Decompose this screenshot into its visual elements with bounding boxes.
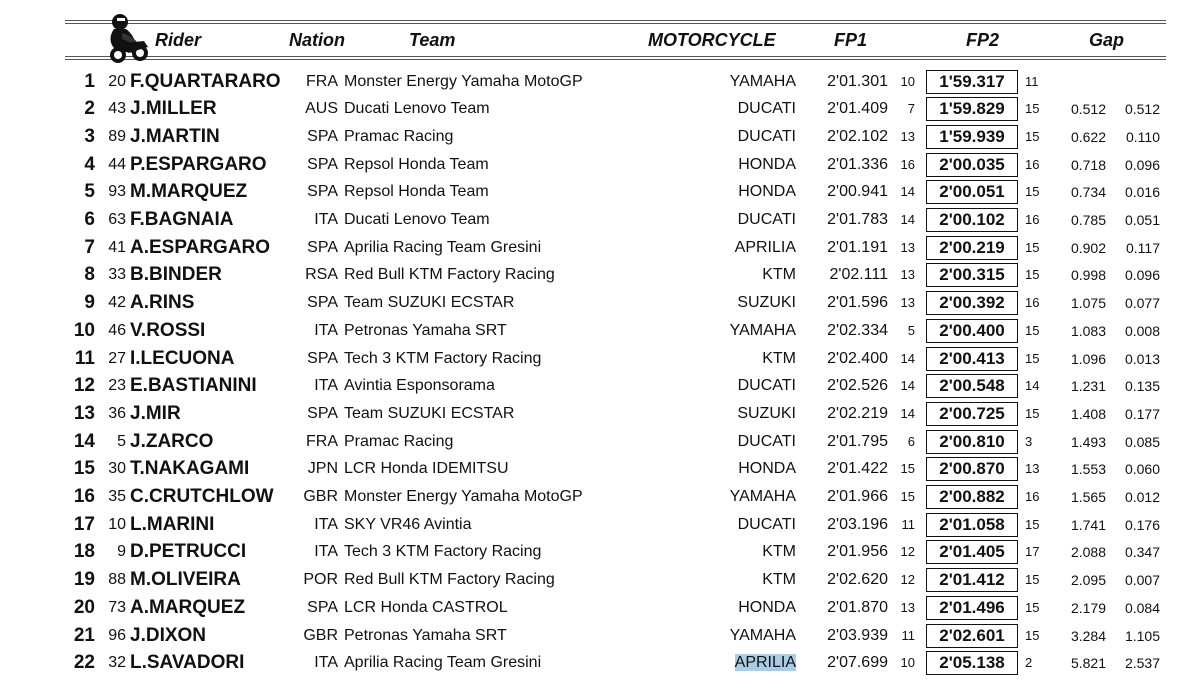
motorcycle-cell: KTM [762, 266, 796, 284]
rider-number-cell: 20 [108, 72, 126, 90]
rider-name-cell: T.NAKAGAMI [130, 458, 250, 480]
motorcycle-cell: SUZUKI [737, 404, 796, 422]
rider-name-cell: F.QUARTARARO [130, 70, 281, 92]
fp2-lap-cell: 15 [1025, 239, 1040, 255]
gap-first-cell: 1.565 [1070, 489, 1106, 505]
gap-previous-cell: 0.110 [1126, 128, 1160, 145]
fp1-lap-cell: 15 [900, 461, 915, 477]
team-cell: Aprilia Racing Team Gresini [344, 238, 542, 256]
gap-first-cell: 1.408 [1070, 405, 1106, 422]
gap-previous-cell: 0.008 [1124, 322, 1160, 339]
fp1-lap-cell: 10 [900, 655, 915, 671]
team-cell: Pramac Racing [344, 432, 454, 450]
team-cell: Red Bull KTM Factory Racing [344, 571, 555, 589]
position-cell: 7 [84, 236, 95, 258]
fp1-lap-cell: 13 [900, 599, 915, 615]
rider-number-cell: 33 [108, 266, 126, 284]
gap-first-cell: 0.902 [1070, 239, 1106, 256]
fp1-time-cell: 2'01.336 [827, 155, 888, 173]
gap-first-cell: 3.284 [1070, 627, 1106, 644]
fp2-lap-cell: 16 [1025, 156, 1040, 172]
rider-name-cell: J.MIR [130, 402, 181, 424]
fp2-lap-cell: 15 [1025, 516, 1040, 532]
motorcycle-cell: APRILIA [734, 238, 796, 256]
table-row [0, 153, 1200, 181]
gap-first-cell: 1.096 [1070, 350, 1106, 367]
motorcycle-cell: YAMAHA [729, 321, 796, 339]
table-row [0, 347, 1200, 375]
gap-previous-cell: 1.105 [1124, 627, 1160, 644]
fp1-time-cell: 2'02.620 [827, 571, 888, 589]
fp1-time-cell: 2'02.111 [829, 266, 888, 284]
motorcycle-cell: DUCATI [737, 432, 796, 450]
fp2-time-cell: 2'00.413 [926, 347, 1018, 371]
rider-name-cell: J.MARTIN [130, 125, 220, 147]
nation-cell: SPA [307, 238, 338, 256]
fp2-time-cell: 2'00.725 [926, 402, 1018, 426]
table-row [0, 374, 1200, 402]
position-cell: 1 [84, 70, 95, 92]
nation-cell: GBR [303, 488, 338, 505]
position-cell: 12 [73, 375, 95, 397]
motorcycle-cell: HONDA [738, 598, 796, 616]
fp2-lap-cell: 15 [1025, 101, 1040, 117]
nation-cell: SPA [307, 155, 338, 173]
gap-first-cell: 0.785 [1070, 212, 1106, 228]
team-cell: LCR Honda CASTROL [344, 598, 508, 616]
nation-cell: GBR [303, 626, 338, 644]
rider-name-cell: L.MARINI [130, 513, 215, 535]
rider-name-cell: V.ROSSI [130, 319, 206, 341]
motorcycle-cell: HONDA [738, 183, 796, 201]
fp1-time-cell: 2'01.422 [827, 460, 888, 478]
rider-number-cell: 36 [108, 404, 126, 422]
motorcycle-cell: YAMAHA [729, 626, 796, 644]
gap-first-cell: 2.088 [1070, 544, 1106, 561]
gap-previous-cell: 0.077 [1124, 295, 1160, 312]
rider-name-cell: A.ESPARGARO [130, 236, 271, 258]
header-gap: Gap [1089, 30, 1125, 50]
fp1-time-cell: 2'03.196 [827, 515, 888, 533]
table-row [0, 596, 1200, 624]
table-row [0, 263, 1200, 291]
fp2-time-cell: 2'01.496 [926, 596, 1018, 620]
nation-cell: ITA [314, 377, 338, 395]
gap-first-cell: 2.095 [1070, 572, 1106, 589]
table-row [0, 125, 1200, 153]
fp1-lap-cell: 11 [901, 516, 915, 532]
rider-name-cell: I.LECUONA [130, 347, 235, 369]
fp2-time-cell: 2'00.870 [926, 457, 1018, 481]
nation-cell: POR [303, 571, 338, 589]
table-row [0, 180, 1200, 208]
gap-previous-cell: 0.177 [1124, 405, 1160, 422]
fp2-time-cell: 1'59.829 [926, 97, 1018, 121]
nation-cell: FRA [306, 432, 338, 450]
rider-number-cell: 88 [108, 571, 126, 589]
position-cell: 10 [73, 319, 95, 341]
gap-previous-cell: 0.013 [1124, 350, 1160, 367]
position-cell: 2 [84, 98, 95, 120]
fp1-lap-cell: 13 [900, 239, 915, 255]
table-row [0, 513, 1200, 541]
header-fp2: FP2 [966, 30, 1000, 50]
position-cell: 4 [84, 153, 95, 175]
team-cell: Tech 3 KTM Factory Racing [344, 349, 542, 367]
gap-first-cell: 1.231 [1070, 378, 1106, 395]
nation-cell: ITA [314, 515, 338, 533]
fp1-time-cell: 2'02.400 [827, 349, 888, 367]
fp1-lap-cell: 14 [900, 350, 915, 366]
fp2-lap-cell: 16 [1025, 489, 1040, 504]
nation-cell: SPA [307, 183, 338, 201]
gap-previous-cell: 0.096 [1124, 156, 1160, 173]
fp2-lap-cell: 3 [1025, 433, 1033, 449]
header-fp1: FP1 [834, 30, 868, 50]
fp1-lap-cell: 12 [900, 544, 915, 560]
rider-number-cell: 63 [108, 211, 126, 228]
team-cell: Tech 3 KTM Factory Racing [344, 543, 542, 561]
fp1-lap-cell: 13 [900, 295, 915, 311]
rider-number-cell: 42 [108, 294, 126, 312]
fp1-lap-cell: 12 [900, 572, 915, 588]
team-cell: SKY VR46 Avintia [344, 515, 472, 533]
header-bottom-rule-2 [65, 59, 1166, 60]
rider-number-cell: 32 [108, 654, 126, 672]
table-row [0, 485, 1200, 513]
gap-previous-cell: 0.347 [1124, 544, 1160, 561]
gap-previous-cell: 0.085 [1124, 433, 1160, 450]
fp1-time-cell: 2'00.941 [827, 183, 888, 201]
position-cell: 17 [73, 513, 95, 535]
fp2-time-cell: 2'00.882 [926, 485, 1018, 509]
gap-first-cell: 1.553 [1070, 461, 1106, 478]
table-row [0, 97, 1200, 125]
fp1-time-cell: 2'03.939 [827, 626, 888, 644]
nation-cell: FRA [306, 72, 338, 90]
fp2-time-cell: 1'59.939 [926, 125, 1018, 149]
motorcycle-cell: YAMAHA [729, 72, 796, 90]
fp1-time-cell: 2'02.102 [827, 127, 888, 145]
position-cell: 3 [84, 125, 95, 147]
fp2-time-cell: 2'00.051 [926, 180, 1018, 204]
rider-name-cell: M.OLIVEIRA [130, 569, 241, 591]
gap-first-cell: 5.821 [1070, 655, 1106, 672]
rider-number-cell: 89 [108, 127, 126, 145]
rider-name-cell: A.MARQUEZ [130, 596, 246, 618]
nation-cell: SPA [307, 127, 338, 145]
fp1-time-cell: 2'01.596 [827, 294, 888, 312]
nation-cell: SPA [307, 349, 338, 367]
gap-previous-cell: 0.016 [1124, 184, 1160, 201]
gap-previous-cell: 0.012 [1124, 489, 1160, 505]
gap-first-cell: 0.998 [1070, 267, 1106, 284]
position-cell: 22 [73, 652, 95, 674]
team-cell: Pramac Racing [344, 127, 454, 145]
selected-text[interactable]: APRILIA [734, 654, 796, 672]
position-cell: 11 [74, 347, 95, 369]
nation-cell: JPN [307, 460, 338, 478]
fp2-time-cell: 2'01.405 [926, 540, 1018, 564]
fp1-lap-cell: 15 [900, 489, 915, 504]
fp2-time-cell: 2'05.138 [926, 651, 1018, 675]
nation-cell: ITA [314, 543, 338, 561]
rider-number-cell: 35 [108, 488, 126, 505]
motorcycle-cell: HONDA [738, 460, 796, 478]
position-cell: 14 [73, 430, 95, 452]
team-cell: Aprilia Racing Team Gresini [344, 654, 542, 672]
nation-cell: SPA [307, 598, 338, 616]
position-cell: 8 [84, 264, 95, 286]
rider-number-cell: 43 [108, 100, 126, 118]
table-row [0, 319, 1200, 347]
table-row [0, 457, 1200, 485]
fp1-lap-cell: 16 [900, 156, 915, 172]
gap-first-cell: 0.512 [1070, 101, 1106, 118]
rider-name-cell: C.CRUTCHLOW [130, 486, 274, 507]
team-cell: LCR Honda IDEMITSU [344, 460, 509, 478]
header-top-rule [65, 20, 1166, 21]
nation-cell: ITA [314, 654, 338, 672]
team-cell: Petronas Yamaha SRT [344, 626, 507, 644]
team-cell: Monster Energy Yamaha MotoGP [344, 488, 583, 505]
fp2-lap-cell: 15 [1025, 572, 1040, 588]
position-cell: 5 [84, 181, 95, 203]
rider-number-cell: 5 [117, 432, 126, 450]
table-row [0, 624, 1200, 652]
motorcycle-cell: SUZUKI [737, 294, 796, 312]
table-row [0, 208, 1200, 236]
fp2-time-cell: 1'59.317 [926, 70, 1018, 94]
team-cell: Ducati Lenovo Team [344, 100, 490, 118]
fp2-time-cell: 2'00.315 [926, 263, 1018, 287]
fp2-lap-cell: 2 [1025, 655, 1033, 671]
team-cell: Ducati Lenovo Team [344, 211, 490, 228]
fp1-lap-cell: 14 [900, 212, 915, 227]
rider-number-cell: 93 [108, 183, 126, 201]
fp2-lap-cell: 16 [1025, 295, 1040, 311]
rider-number-cell: 27 [108, 349, 126, 367]
nation-cell: ITA [314, 211, 338, 228]
position-cell: 13 [73, 402, 95, 424]
team-cell: Repsol Honda Team [344, 155, 489, 173]
table-row [0, 402, 1200, 430]
position-cell: 6 [84, 209, 95, 230]
table-row [0, 568, 1200, 596]
rider-number-cell: 46 [108, 321, 126, 339]
header-nation: Nation [289, 30, 345, 50]
fp1-time-cell: 2'01.966 [827, 488, 888, 505]
team-cell: Repsol Honda Team [344, 183, 489, 201]
team-cell: Team SUZUKI ECSTAR [344, 294, 515, 312]
fp2-lap-cell: 17 [1025, 544, 1040, 560]
fp2-time-cell: 2'00.102 [926, 208, 1018, 232]
nation-cell: SPA [307, 404, 338, 422]
gap-first-cell: 0.734 [1070, 184, 1106, 201]
fp2-lap-cell: 15 [1025, 322, 1040, 338]
gap-first-cell: 0.718 [1070, 156, 1106, 173]
gap-previous-cell: 0.051 [1124, 212, 1160, 228]
position-cell: 19 [73, 569, 95, 591]
rider-name-cell: D.PETRUCCI [130, 541, 247, 563]
nation-cell: RSA [305, 266, 338, 284]
rider-name-cell: M.MARQUEZ [130, 181, 248, 203]
fp1-time-cell: 2'02.219 [827, 404, 888, 422]
fp2-lap-cell: 13 [1025, 461, 1040, 477]
fp2-lap-cell: 15 [1025, 184, 1040, 200]
fp1-lap-cell: 14 [900, 378, 915, 394]
motorcycle-cell: KTM [762, 571, 796, 589]
nation-cell: AUS [305, 100, 338, 118]
fp1-time-cell: 2'01.956 [827, 543, 888, 561]
gap-previous-cell: 0.007 [1124, 572, 1160, 589]
nation-cell: ITA [314, 321, 338, 339]
rider-number-cell: 41 [108, 238, 126, 256]
rider-number-cell: 23 [108, 377, 126, 395]
table-row [0, 540, 1200, 568]
fp2-time-cell: 2'00.035 [926, 153, 1018, 177]
gap-previous-cell: 0.117 [1126, 239, 1160, 256]
gap-first-cell: 1.083 [1070, 322, 1106, 339]
gap-previous-cell: 0.176 [1124, 516, 1160, 533]
table-row [0, 651, 1200, 679]
team-cell: Red Bull KTM Factory Racing [344, 266, 555, 284]
fp2-lap-cell: 15 [1025, 350, 1040, 366]
table-row [0, 291, 1200, 319]
fp1-time-cell: 2'01.191 [827, 238, 888, 256]
motorcycle-cell: KTM [762, 543, 796, 561]
header-bottom-rule [65, 56, 1166, 57]
motorcycle-cell: DUCATI [737, 211, 796, 228]
gap-previous-cell: 0.512 [1124, 101, 1160, 118]
team-cell: Avintia Esponsorama [344, 377, 495, 395]
team-cell: Team SUZUKI ECSTAR [344, 404, 515, 422]
motorcycle-rider-icon [104, 13, 152, 65]
motorcycle-cell: KTM [762, 349, 796, 367]
fp2-lap-cell: 11 [1025, 73, 1039, 89]
position-cell: 9 [84, 292, 95, 314]
motorcycle-cell: HONDA [738, 155, 796, 173]
fp1-lap-cell: 14 [900, 405, 915, 421]
rider-number-cell: 73 [108, 598, 126, 616]
fp1-lap-cell: 6 [907, 433, 915, 449]
position-cell: 21 [73, 624, 95, 646]
header-motorcycle: MOTORCYCLE [648, 30, 776, 50]
fp2-time-cell: 2'00.810 [926, 430, 1018, 454]
gap-previous-cell: 0.084 [1124, 599, 1160, 616]
rider-name-cell: F.BAGNAIA [130, 209, 234, 230]
fp1-time-cell: 2'01.795 [827, 432, 888, 450]
motorcycle-cell [636, 652, 796, 674]
motorcycle-cell: DUCATI [737, 377, 796, 395]
fp1-lap-cell: 7 [907, 101, 915, 117]
header-team: Team [409, 30, 456, 50]
gap-previous-cell: 0.096 [1124, 267, 1160, 284]
fp2-time-cell: 2'02.601 [926, 624, 1018, 648]
fp2-lap-cell: 15 [1025, 128, 1040, 144]
fp1-time-cell: 2'02.334 [827, 321, 888, 339]
gap-previous-cell: 2.537 [1124, 655, 1160, 672]
gap-previous-cell: 0.060 [1124, 461, 1160, 478]
fp1-lap-cell: 5 [907, 322, 915, 338]
rider-name-cell: J.MILLER [130, 98, 217, 120]
fp1-time-cell: 2'01.409 [827, 100, 888, 118]
position-cell: 15 [73, 458, 95, 480]
fp1-lap-cell: 13 [900, 267, 915, 283]
table-row [0, 430, 1200, 458]
fp2-time-cell: 2'00.548 [926, 374, 1018, 398]
motorcycle-cell: DUCATI [737, 515, 796, 533]
fp1-lap-cell: 14 [900, 184, 915, 200]
fp1-time-cell: 2'02.526 [827, 377, 888, 395]
fp1-lap-cell: 10 [900, 73, 915, 89]
fp2-time-cell: 2'00.392 [926, 291, 1018, 315]
rider-number-cell: 44 [108, 155, 126, 173]
fp2-lap-cell: 16 [1025, 212, 1040, 227]
position-cell: 16 [73, 486, 95, 507]
fp1-time-cell: 2'01.783 [827, 211, 888, 228]
team-cell: Petronas Yamaha SRT [344, 321, 507, 339]
fp2-lap-cell: 15 [1025, 267, 1040, 283]
rider-name-cell: J.ZARCO [130, 430, 214, 452]
nation-cell: SPA [307, 294, 338, 312]
rider-name-cell: B.BINDER [130, 264, 222, 286]
position-cell: 20 [73, 596, 95, 618]
header-top-rule-2 [65, 23, 1166, 24]
fp2-time-cell: 2'00.219 [926, 236, 1018, 260]
rider-number-cell: 9 [117, 543, 126, 561]
team-cell: Monster Energy Yamaha MotoGP [344, 72, 583, 90]
fp1-time-cell: 2'01.870 [827, 598, 888, 616]
gap-first-cell: 2.179 [1070, 599, 1106, 616]
gap-first-cell: 1.741 [1070, 516, 1106, 533]
table-row [0, 236, 1200, 264]
fp2-time-cell: 2'01.058 [926, 513, 1018, 537]
rider-number-cell: 10 [108, 515, 126, 533]
rider-number-cell: 30 [108, 460, 126, 478]
fp2-lap-cell: 15 [1025, 405, 1040, 421]
rider-name-cell: A.RINS [130, 292, 195, 314]
rider-name-cell: E.BASTIANINI [130, 375, 257, 397]
rider-name-cell: L.SAVADORI [130, 652, 245, 674]
fp2-lap-cell: 15 [1025, 599, 1040, 615]
rider-number-cell: 96 [108, 626, 126, 644]
rider-name-cell: J.DIXON [130, 624, 207, 646]
table-row [0, 70, 1200, 98]
gap-first-cell: 1.493 [1070, 433, 1106, 450]
fp1-time-cell: 2'01.301 [827, 72, 888, 90]
gap-first-cell: 0.622 [1070, 128, 1106, 145]
rider-name-cell: P.ESPARGARO [130, 153, 267, 175]
fp1-time-cell: 2'07.699 [827, 654, 888, 672]
header-rider: Rider [155, 30, 202, 50]
position-cell: 18 [73, 541, 95, 563]
motorcycle-cell: DUCATI [737, 100, 796, 118]
gap-previous-cell: 0.135 [1124, 378, 1160, 395]
fp2-lap-cell: 14 [1025, 378, 1040, 394]
fp2-lap-cell: 15 [1025, 627, 1040, 643]
motorcycle-cell: DUCATI [737, 127, 796, 145]
fp2-time-cell: 2'00.400 [926, 319, 1018, 343]
motorcycle-cell: YAMAHA [729, 488, 796, 505]
gap-first-cell: 1.075 [1070, 295, 1106, 312]
fp2-time-cell: 2'01.412 [926, 568, 1018, 592]
fp1-lap-cell: 13 [900, 128, 915, 144]
fp1-lap-cell: 11 [901, 627, 915, 643]
